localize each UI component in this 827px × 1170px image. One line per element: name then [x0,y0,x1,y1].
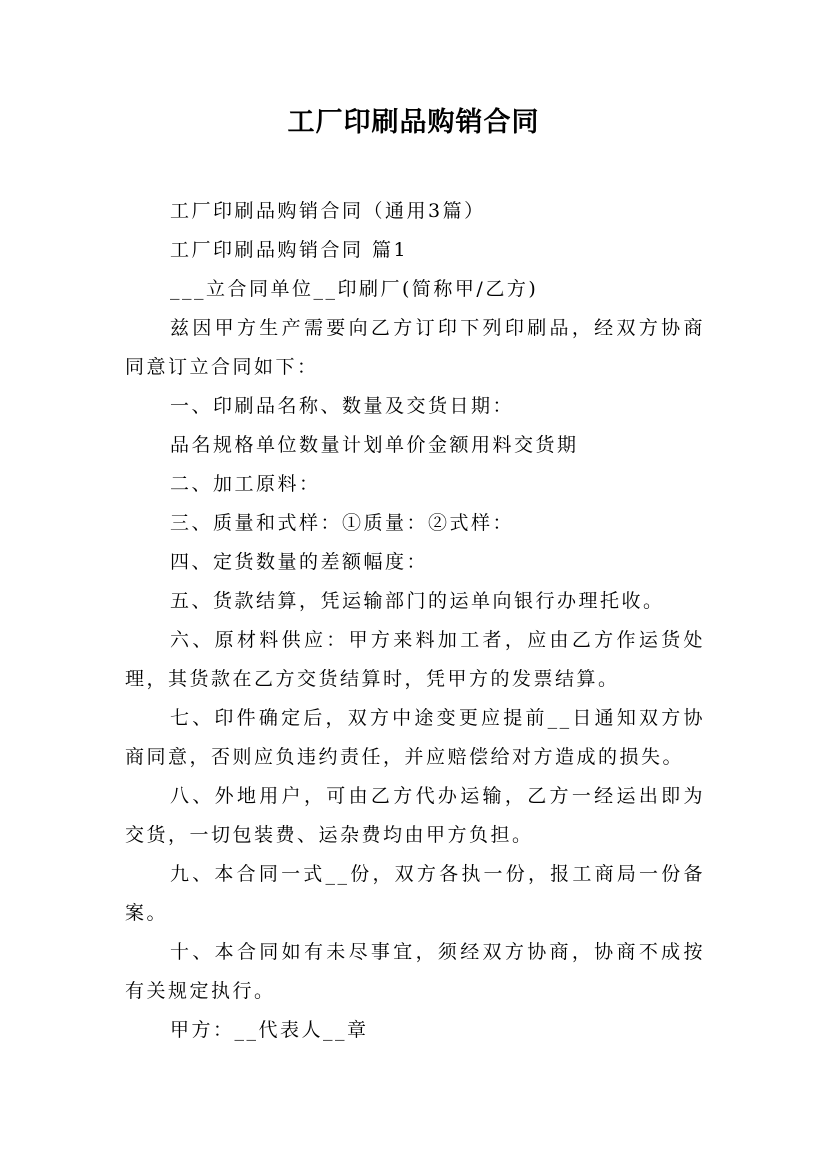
paragraph-clause-10: 十、本合同如有未尽事宜，须经双方协商，协商不成按有关规定执行。 [125,941,705,1002]
paragraph-parties: ___立合同单位__印刷厂(简称甲/乙方) [170,278,539,300]
paragraph-preamble: 兹因甲方生产需要向乙方订印下列印刷品，经双方协商同意订立合同如下： [125,317,705,378]
paragraph-subtitle: 工厂印刷品购销合同（通用3篇） [170,200,486,222]
paragraph-clause-8: 八、外地用户，可由乙方代办运输，乙方一经运出即为交货，一切包装费、运杂费均由甲方负担。 [125,785,705,846]
document-title: 工厂印刷品购销合同 [287,107,540,138]
document-body [125,192,705,1050]
paragraph-clause-7: 七、印件确定后，双方中途变更应提前__日通知双方协商同意，否则应负违约责任，并应赔偿给对方造成的损失。 [125,707,705,768]
paragraph-clause-4: 四、定货数量的差额幅度： [170,551,429,573]
paragraph-section-heading: 工厂印刷品购销合同 篇1 [170,239,409,261]
paragraph-signature: 甲方：__代表人__章 [170,1019,369,1041]
paragraph-clause-3: 三、质量和式样：①质量：②式样： [170,512,515,534]
paragraph-clause-1: 一、印刷品名称、数量及交货日期： [170,395,515,417]
paragraph-clause-6: 六、原材料供应：甲方来料加工者，应由乙方作运货处理，其货款在乙方交货结算时，凭甲方的发票结算。 [125,629,705,690]
paragraph-table-header: 品名规格单位数量计划单价金额用料交货期 [170,434,579,456]
paragraph-clause-5: 五、货款结算，凭运输部门的运单向银行办理托收。 [170,590,665,612]
paragraph-clause-9: 九、本合同一式__份，双方各执一份，报工商局一份备案。 [125,863,705,924]
paragraph-clause-2: 二、加工原料： [170,473,321,495]
